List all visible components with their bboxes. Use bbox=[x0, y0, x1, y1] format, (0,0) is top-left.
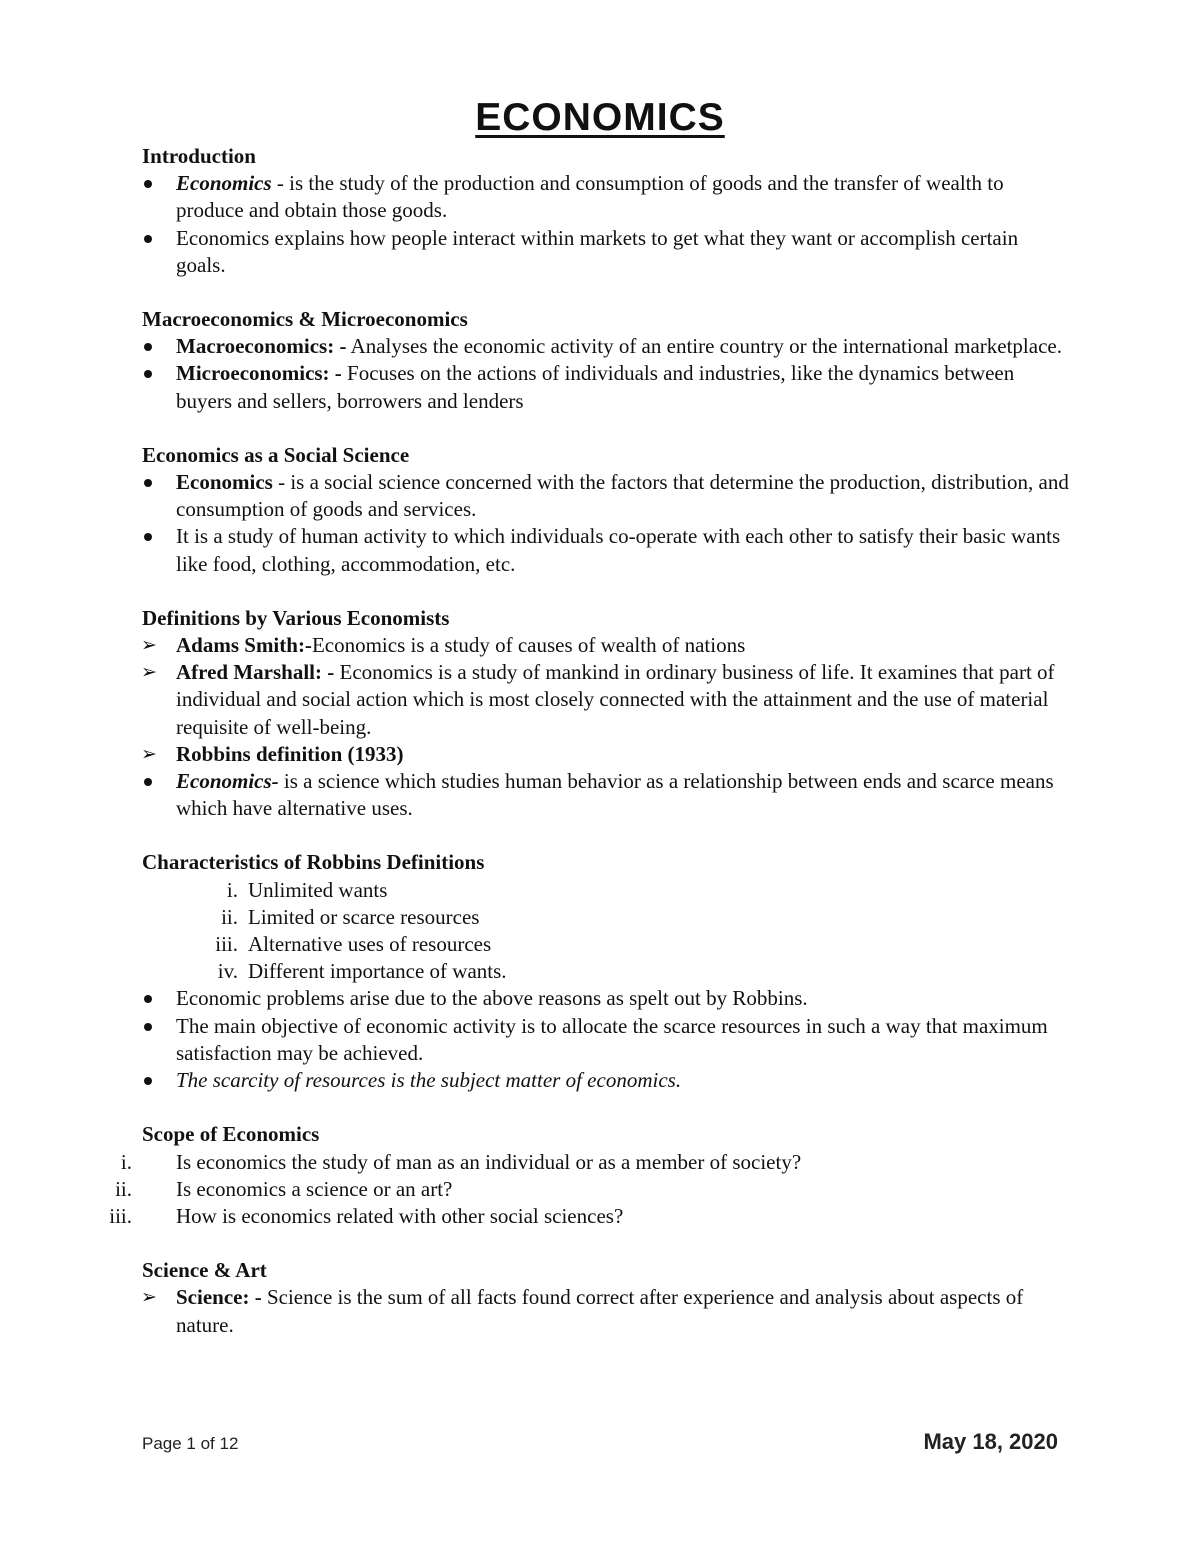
term: Afred Marshall: - bbox=[176, 660, 335, 685]
item-text: The main objective of economic activity is to allocate the scarce resources in such a way that maximum satisfaction may be achieved. bbox=[176, 1013, 1048, 1065]
list-item bbox=[142, 958, 1072, 985]
list-item bbox=[142, 931, 1072, 958]
list-item bbox=[142, 985, 1072, 1012]
section-heading: Science & Art bbox=[142, 1258, 267, 1283]
list-item bbox=[142, 333, 1072, 360]
term: Adams Smith:- bbox=[176, 633, 312, 658]
item-text: Different importance of wants. bbox=[248, 959, 507, 984]
item-text: Economic problems arise due to the above reasons as spelt out by Robbins. bbox=[176, 986, 808, 1011]
section-science-art bbox=[142, 1257, 1072, 1339]
item-text: Analyses the economic activity of an entire country or the international marketplace. bbox=[346, 334, 1062, 359]
item-number: iv. bbox=[217, 959, 238, 984]
list-item bbox=[142, 1067, 1072, 1094]
section-heading: Macroeconomics & Microeconomics bbox=[142, 307, 468, 332]
item-text: is a science which studies human behavior as a relationship between ends and scarce means which have alternative uses. bbox=[176, 769, 1054, 821]
term: Economics bbox=[176, 171, 272, 196]
list-item bbox=[115, 1176, 1072, 1203]
list-item bbox=[142, 523, 1072, 577]
page-number: Page 1 of 12 bbox=[142, 1434, 239, 1453]
section-heading: Characteristics of Robbins Definitions bbox=[142, 850, 485, 875]
item-text: Is economics a science or an art? bbox=[176, 1176, 453, 1201]
item-text: Limited or scarce resources bbox=[248, 904, 480, 929]
list-item bbox=[142, 170, 1072, 224]
section-scope bbox=[109, 1121, 1072, 1230]
item-text: Alternative uses of resources bbox=[248, 932, 492, 957]
item-text: Focuses on the actions of individuals and industries, like the dynamics between buyers and sellers, borrowers and lenders bbox=[176, 361, 1015, 413]
item-number: iii. bbox=[109, 1203, 132, 1228]
item-number: i. bbox=[120, 1149, 132, 1174]
section-introduction bbox=[142, 143, 1072, 279]
term: Economics- bbox=[176, 769, 279, 794]
list-item bbox=[142, 741, 1072, 768]
section-characteristics bbox=[142, 849, 1072, 1094]
list-item bbox=[142, 1013, 1072, 1067]
item-text: - is the study of the production and consumption of goods and the transfer of wealth to produce and obtain those goods. bbox=[176, 171, 1004, 223]
item-text: - is a social science concerned with the factors that determine the production, distribution, and consumption of goods and services. bbox=[176, 470, 1069, 522]
section-heading: Definitions by Various Economists bbox=[142, 605, 450, 630]
section-definitions bbox=[142, 605, 1072, 823]
list-item bbox=[109, 1203, 1072, 1230]
item-text: Is economics the study of man as an individual or as a member of society? bbox=[176, 1149, 802, 1174]
section-heading: Scope of Economics bbox=[142, 1122, 320, 1147]
item-text: Economics explains how people interact within markets to get what they want or accomplish certain goals. bbox=[176, 225, 1019, 277]
term: Robbins definition (1933) bbox=[176, 741, 404, 766]
list-item bbox=[142, 659, 1072, 741]
item-number: iii. bbox=[215, 932, 238, 957]
list-item bbox=[142, 225, 1072, 279]
item-text: How is economics related with other social sciences? bbox=[176, 1203, 624, 1228]
list-item bbox=[142, 877, 1072, 904]
section-social-science bbox=[142, 442, 1072, 578]
item-text: The scarcity of resources is the subject matter of economics. bbox=[176, 1068, 682, 1093]
item-number: ii. bbox=[115, 1176, 132, 1201]
document-title: ECONOMICS bbox=[475, 96, 725, 139]
item-number: i. bbox=[226, 877, 238, 902]
item-text: Science is the sum of all facts found correct after experience and analysis about aspects of nature. bbox=[176, 1285, 1024, 1337]
section-heading: Introduction bbox=[142, 144, 256, 168]
list-item bbox=[120, 1149, 1072, 1176]
term: Microeconomics: - bbox=[176, 361, 342, 386]
item-text: Economics is a study of causes of wealth of nations bbox=[311, 633, 746, 658]
document-body bbox=[109, 143, 1072, 1366]
list-item bbox=[142, 1284, 1072, 1338]
list-item bbox=[142, 360, 1072, 414]
footer-date: May 18, 2020 bbox=[923, 1429, 1058, 1454]
list-item bbox=[142, 768, 1072, 822]
section-heading: Economics as a Social Science bbox=[142, 442, 410, 467]
list-item bbox=[142, 469, 1072, 523]
item-text: Unlimited wants bbox=[248, 877, 388, 902]
term: Economics bbox=[176, 470, 273, 495]
item-number: ii. bbox=[221, 904, 238, 929]
term: Macroeconomics: - bbox=[176, 334, 347, 359]
list-item bbox=[142, 632, 1072, 659]
section-macro-micro bbox=[142, 306, 1072, 415]
item-text: Economics is a study of mankind in ordinary business of life. It examines that part of individual and social action which is most closely connected with the attainment and the use of material requisite of well-being. bbox=[176, 660, 1055, 739]
list-item bbox=[142, 904, 1072, 931]
term: Science: - bbox=[176, 1285, 262, 1310]
item-text: It is a study of human activity to which individuals co-operate with each other to satisfy their basic wants like food, clothing, accommodation, etc. bbox=[176, 524, 1061, 576]
